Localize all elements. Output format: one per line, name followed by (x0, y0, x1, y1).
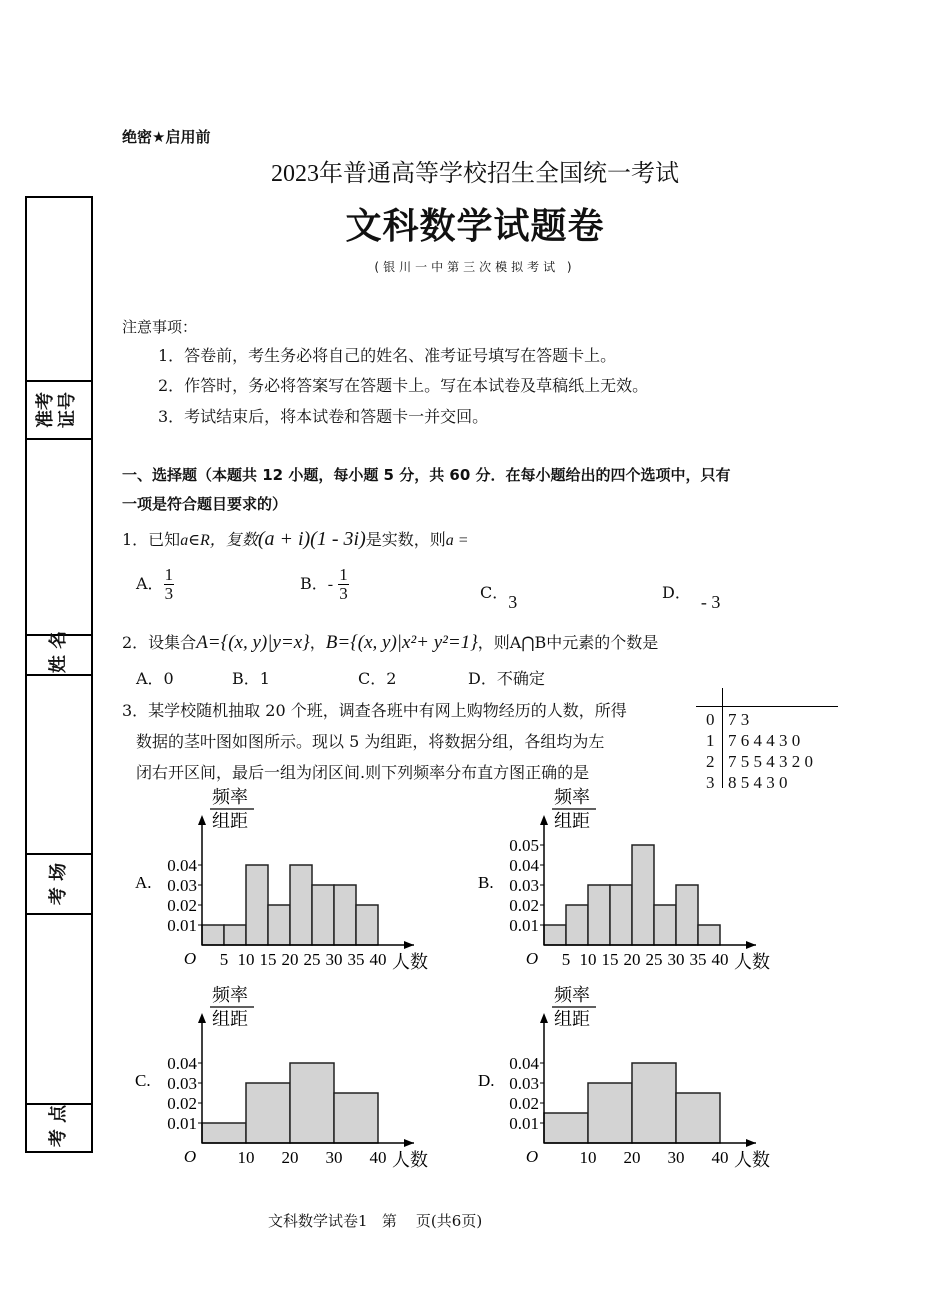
x-tick-label: 15 (601, 950, 619, 969)
y-axis-arrow (198, 1013, 206, 1023)
y-tick-label: 0.04 (509, 1054, 539, 1073)
y-tick-label: 0.02 (167, 896, 197, 915)
y-tick-label: 0.02 (509, 1094, 539, 1113)
y-tick-label: 0.01 (167, 916, 197, 935)
origin-label: O (525, 949, 539, 968)
y-axis-label-bottom: 组距 (212, 1009, 248, 1029)
y-tick-label: 0.01 (509, 1114, 539, 1133)
histogram-bar (632, 1063, 676, 1143)
x-tick-label: 35 (347, 950, 365, 969)
y-tick-label: 0.05 (509, 836, 539, 855)
x-tick-label: 20 (623, 1148, 641, 1167)
exam-title: 2023年普通高等学校招生全国统一考试 (271, 161, 679, 187)
y-tick-label: 0.04 (167, 1054, 197, 1073)
x-tick-label: 30 (667, 1148, 685, 1167)
question-3-line: 3．某学校随机抽取 20 个班，调查各班中有网上购物经历的人数，所得 (122, 701, 627, 720)
x-tick-label: 35 (689, 950, 707, 969)
histogram-option-d[interactable] (472, 983, 792, 1173)
y-axis-label-top: 频率 (212, 985, 248, 1005)
x-tick-label: 20 (281, 1148, 299, 1167)
x-tick-label: 40 (369, 950, 387, 969)
histogram-bar (290, 865, 312, 945)
notice-item: 2．作答时，务必将答案写在答题卡上。写在本试卷及草稿纸上无效。 (158, 376, 649, 395)
x-axis-arrow (746, 941, 756, 949)
x-tick-label: 40 (711, 1148, 729, 1167)
notice-heading: 注意事项： (122, 318, 198, 336)
stem-leaf-plot (696, 688, 842, 788)
x-tick-label: 40 (369, 1148, 387, 1167)
x-tick-label: 5 (219, 950, 229, 969)
x-tick-label: 30 (325, 1148, 343, 1167)
origin-label: O (183, 949, 197, 968)
histogram-bar (544, 1113, 588, 1143)
histogram-bar (356, 905, 378, 945)
q1-option-c[interactable]: C．3 (480, 583, 518, 612)
histogram-bar (312, 885, 334, 945)
histogram-bar (224, 925, 246, 945)
histogram-bar (566, 905, 588, 945)
histogram-bar (676, 1093, 720, 1143)
x-tick-label: 20 (281, 950, 299, 969)
q2-option-d[interactable]: D．不确定 (468, 669, 545, 688)
page-footer: 文科数学试卷1 第 页(共6页) (268, 1212, 483, 1230)
q1-option-d[interactable]: D． - 3 (662, 583, 721, 612)
x-tick-label: 30 (667, 950, 685, 969)
stem-column: 0 1 2 3 (706, 710, 715, 788)
y-axis-label-top: 频率 (554, 787, 590, 807)
histogram-option-label: A. (135, 873, 152, 892)
y-axis-label-top: 频率 (554, 985, 590, 1005)
histogram-bar (334, 1093, 378, 1143)
question-3-line: 闭右开区间，最后一组为闭区间.则下列频率分布直方图正确的是 (136, 763, 590, 782)
y-axis-arrow (540, 1013, 548, 1023)
x-tick-label: 5 (561, 950, 571, 969)
y-axis-arrow (540, 815, 548, 825)
side-label-exam-id: 准考 证号 (35, 392, 78, 428)
histogram-bar (588, 1083, 632, 1143)
histogram-bar (290, 1063, 334, 1143)
histogram-option-label: C. (135, 1071, 151, 1090)
x-tick-label: 10 (237, 1148, 255, 1167)
x-tick-label: 20 (623, 950, 641, 969)
q2-option-b[interactable]: B．1 (232, 669, 270, 688)
section-heading: 一、选择题（本题共 12 小题，每小题 5 分，共 60 分．在每小题给出的四个选项中，只有 (122, 466, 731, 484)
histogram-option-a[interactable] (130, 785, 450, 975)
notice-item: 3．考试结束后，将本试卷和答题卡一并交回。 (158, 407, 489, 426)
q1-option-a[interactable]: A． $\frac{1}{3}$ (136, 565, 174, 603)
x-tick-label: 30 (325, 950, 343, 969)
leaf-column: 7 3 7 6 4 4 3 0 7 5 5 4 3 2 0 8 5 4 3 0 (728, 710, 813, 788)
side-label-room: 考 场 (48, 862, 69, 906)
histogram-option-label: B. (478, 873, 494, 892)
x-tick-label: 15 (259, 950, 277, 969)
side-label-name: 姓 名 (48, 630, 69, 674)
x-axis-arrow (404, 1139, 414, 1147)
side-info-panel (25, 196, 93, 1153)
x-tick-label: 10 (579, 1148, 597, 1167)
paper-subtitle: (银川一中第三次模拟考试 ) (374, 260, 576, 274)
y-tick-label: 0.03 (509, 876, 539, 895)
x-tick-label: 10 (237, 950, 255, 969)
x-tick-label: 25 (303, 950, 321, 969)
y-axis-label-top: 频率 (212, 787, 248, 807)
histogram-bar (544, 925, 566, 945)
q1-option-b[interactable]: B．- $\frac{1}{3}$ (300, 565, 348, 603)
q2-option-a[interactable]: A．0 (136, 669, 174, 688)
x-axis-label: 人数 (734, 1150, 770, 1170)
histogram-bar (588, 885, 610, 945)
x-tick-label: 40 (711, 950, 729, 969)
histogram-bar (202, 1123, 246, 1143)
histogram-option-b[interactable] (472, 785, 792, 975)
x-axis-arrow (404, 941, 414, 949)
histogram-bar (246, 865, 268, 945)
y-tick-label: 0.04 (167, 856, 197, 875)
y-tick-label: 0.02 (509, 896, 539, 915)
y-axis-label-bottom: 组距 (554, 811, 590, 831)
question-3-line: 数据的茎叶图如图所示。现以 5 为组距，将数据分组，各组均为左 (136, 732, 605, 751)
histogram-bar (698, 925, 720, 945)
question-2-stem: 2．设集合A={(x, y)|y=x}，B={(x, y)|x²+ y²=1}，则A⋂B中元素的个数是 (122, 632, 659, 653)
x-axis-label: 人数 (392, 952, 428, 972)
x-tick-label: 25 (645, 950, 663, 969)
paper-title: 文科数学试题卷 (345, 206, 605, 247)
section-heading-cont: 一项是符合题目要求的） (122, 495, 288, 513)
histogram-bar (246, 1083, 290, 1143)
question-1-stem: 1．已知a∈R，复数(a + i)(1 - 3i)是实数，则a = (122, 528, 469, 550)
y-axis-label-bottom: 组距 (212, 811, 248, 831)
x-axis-label: 人数 (734, 952, 770, 972)
origin-label: O (525, 1147, 539, 1166)
y-tick-label: 0.01 (167, 1114, 197, 1133)
histogram-bar (610, 885, 632, 945)
x-axis-arrow (746, 1139, 756, 1147)
x-axis-label: 人数 (392, 1150, 428, 1170)
y-axis-label-bottom: 组距 (554, 1009, 590, 1029)
notice-item: 1．答卷前，考生务必将自己的姓名、准考证号填写在答题卡上。 (158, 346, 617, 365)
histogram-bar (202, 925, 224, 945)
histogram-bar (676, 885, 698, 945)
histogram-bar (654, 905, 676, 945)
histogram-option-label: D. (478, 1071, 495, 1090)
histogram-bar (268, 905, 290, 945)
q2-option-c[interactable]: C．2 (358, 669, 397, 688)
y-axis-arrow (198, 815, 206, 825)
x-tick-label: 10 (579, 950, 597, 969)
histogram-bar (334, 885, 356, 945)
side-label-site: 考 点 (48, 1104, 69, 1148)
histogram-option-c[interactable] (130, 983, 450, 1173)
histogram-bar (632, 845, 654, 945)
y-tick-label: 0.02 (167, 1094, 197, 1113)
confidential-mark: 绝密★启用前 (122, 128, 211, 146)
y-tick-label: 0.01 (509, 916, 539, 935)
origin-label: O (183, 1147, 197, 1166)
y-tick-label: 0.03 (167, 876, 197, 895)
y-tick-label: 0.03 (509, 1074, 539, 1093)
y-tick-label: 0.04 (509, 856, 539, 875)
y-tick-label: 0.03 (167, 1074, 197, 1093)
